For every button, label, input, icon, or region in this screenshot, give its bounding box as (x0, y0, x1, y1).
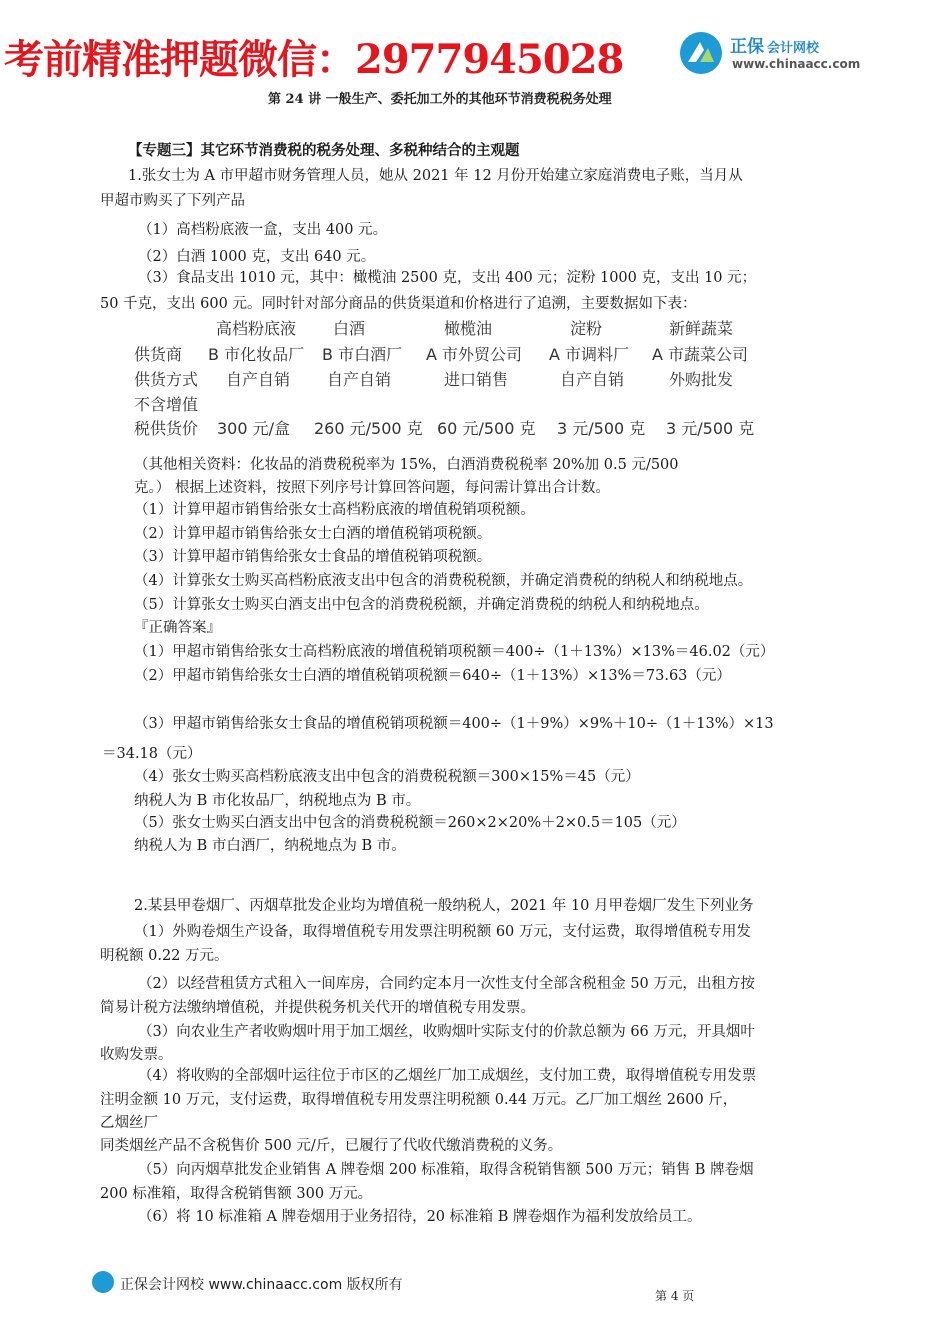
item-3b-cut: 50 千克，支出 600 元。同时针对部分商品的供货渠道和价格进行了追溯，主要数据如下表： (100, 296, 697, 312)
answer-4: （4）张女士购买高档粉底液支出中包含的消费税税额＝300×15%＝45（元） (134, 769, 640, 785)
table-row-label: 税供货价 (134, 419, 199, 438)
q1-intro-line-1: 1.张女士为 A 市甲超市财务管理人员，她从 2021 年 12 月份开始建立家庭消费电子账，当月从 (128, 168, 743, 184)
table-cell: 外购批发 (669, 370, 734, 389)
watermark-text: 考前精准押题微信：2977945028 (4, 36, 624, 83)
table-row-label: 供货方式 (134, 370, 199, 389)
table-cell: 3 元/500 克 (557, 419, 646, 438)
table-cell: A 市蔬菜公司 (652, 345, 749, 364)
table-header: 高档粉底液 (216, 319, 297, 338)
table-cell: A 市外贸公司 (426, 345, 523, 364)
footer-copyright: 正保会计网校 www.chinaacc.com 版权所有 (120, 1277, 403, 1293)
cut-off-lecture-title: 第 24 讲 一般生产、委托加工外的其他环节消费税税务处理 (268, 92, 612, 107)
q2-line: （3）向农业生产者收购烟叶用于加工烟丝，收购烟叶实际支付的价款总额为 66 万元，开具烟叶 (138, 1024, 755, 1040)
answer-5: （5）张女士购买白酒支出中包含的消费税税额＝260×2×20%＋2×0.5＝105（元） (134, 815, 686, 831)
item-1: （1）高档粉底液一盒，支出 400 元。 (138, 222, 388, 238)
answer-2: （2）甲超市销售给张女士白酒的增值税销项税额＝640÷（1＋13%）×13%＝73.63（元） (134, 668, 731, 684)
q2-item-1-cut: （1）外购卷烟生产设备，取得增值税专用发票注明税额 60 万元，支付运费，取得增值税专用发 (134, 924, 751, 940)
table-header: 淀粉 (570, 319, 603, 338)
question-3: （3）计算甲超市销售给张女士食品的增值税销项税额。 (134, 549, 492, 565)
q2-line: 注明金额 10 万元，支付运费，取得增值税专用发票注明税额 0.44 万元。乙厂加工烟丝 2600 斤， (100, 1092, 738, 1108)
section-heading: 【专题三】其它环节消费税的税务处理、多税种结合的主观题 (128, 142, 520, 159)
table-header: 白酒 (333, 319, 366, 338)
answer-1: （1）甲超市销售给张女士高档粉底液的增值税销项税额＝400÷（1＋13%）×13%＝46.02（元） (134, 644, 775, 660)
table-header: 新鲜蔬菜 (669, 319, 734, 338)
brand-url: www.chinaacc.com (732, 57, 861, 71)
question-4: （4）计算张女士购买高档粉底液支出中包含的消费税税额，并确定消费税的纳税人和纳税地点。 (134, 573, 753, 589)
brand-logo (680, 28, 930, 78)
question-2: （2）计算甲超市销售给张女士白酒的增值税销项税额。 (134, 526, 492, 542)
table-cell: B 市白酒厂 (322, 345, 403, 364)
brand-logo-icon (680, 32, 722, 74)
answer-label: 『正确答案』 (134, 620, 221, 636)
answer-3-cut: （3）甲超市销售给张女士食品的增值税销项税额＝400÷（1＋9%）×9%＋10÷（1＋13%）×13 (134, 716, 774, 732)
answer-3-cut-continued: ＝34.18（元） (102, 746, 202, 762)
footer-logo-icon (92, 1271, 114, 1293)
q2-line: 收购发票。 (100, 1047, 173, 1063)
page-number: 第 4 页 (655, 1289, 695, 1303)
q2-line: （2）以经营租赁方式租入一间库房，合同约定本月一次性支付全部含税租金 50 万元，出租方按 (138, 976, 755, 992)
q2-line: 简易计税方法缴纳增值税，并提供税务机关代开的增值税专用发票。 (100, 1000, 535, 1016)
q2-line: （5）向丙烟草批发企业销售 A 牌卷烟 200 标准箱，取得含税销售额 500 万元；销售 B 牌卷烟 (138, 1162, 754, 1178)
q2-line-cut: （6）将 10 标准箱 A 牌卷烟用于业务招待，20 标准箱 B 牌卷烟作为福利发放给员工。 (138, 1209, 702, 1225)
table-header: 橄榄油 (444, 319, 493, 338)
brand-name: 正保 会计网校 (730, 37, 820, 57)
item-3-cut: （3）食品支出 1010 元，其中：橄榄油 2500 克，支出 400 元；淀粉 1000 克，支出 10 元； (138, 270, 757, 286)
q2-intro-cut: 2.某县甲卷烟厂、丙烟草批发企业均为增值税一般纳税人，2021 年 10 月甲卷烟厂发生下列业务 (134, 898, 754, 914)
q2-line: 明税额 0.22 万元。 (100, 948, 229, 964)
table-cell: 自产自销 (226, 370, 291, 389)
table-row-label: 供货商 (134, 345, 183, 364)
table-cell: 自产自销 (327, 370, 392, 389)
q2-line: （4）将收购的全部烟叶运往位于市区的乙烟丝厂加工成烟丝，支付加工费，取得增值税专用发票 (138, 1068, 757, 1084)
q2-line: 200 标准箱，取得含税销售额 300 万元。 (100, 1186, 373, 1202)
table-cell: 260 元/500 克 (314, 419, 423, 438)
table-cell: A 市调料厂 (549, 345, 630, 364)
table-cell: 3 元/500 克 (666, 419, 755, 438)
other-info-line-1: （其他相关资料：化妆品的消费税税率为 15%，白酒消费税税率 20%加 0.5 元/500 (134, 457, 679, 473)
question-5: （5）计算张女士购买白酒支出中包含的消费税税额，并确定消费税的纳税人和纳税地点。 (134, 597, 709, 613)
table-row-label: 不含增值 (134, 395, 199, 414)
q2-line: 同类烟丝产品不含税售价 500 元/斤，已履行了代收代缴消费税的义务。 (100, 1138, 563, 1154)
table-cell: 进口销售 (444, 370, 509, 389)
table-cell: 60 元/500 克 (437, 419, 536, 438)
answer-5-taxpayer: 纳税人为 B 市白酒厂，纳税地点为 B 市。 (134, 838, 406, 854)
table-cell: B 市化妆品厂 (208, 345, 305, 364)
item-2: （2）白酒 1000 克，支出 640 元。 (138, 249, 376, 265)
other-info-line-2: 克。） 根据上述资料，按照下列序号计算回答问题，每问需计算出合计数。 (134, 480, 610, 496)
table-cell: 自产自销 (560, 370, 625, 389)
question-1: （1）计算甲超市销售给张女士高档粉底液的增值税销项税额。 (134, 502, 535, 518)
answer-4-taxpayer: 纳税人为 B 市化妆品厂，纳税地点为 B 市。 (134, 793, 421, 809)
q2-line: 乙烟丝厂 (100, 1115, 158, 1131)
table-cell: 300 元/盒 (217, 419, 291, 438)
q1-intro-line-2: 甲超市购买了下列产品 (100, 193, 245, 209)
